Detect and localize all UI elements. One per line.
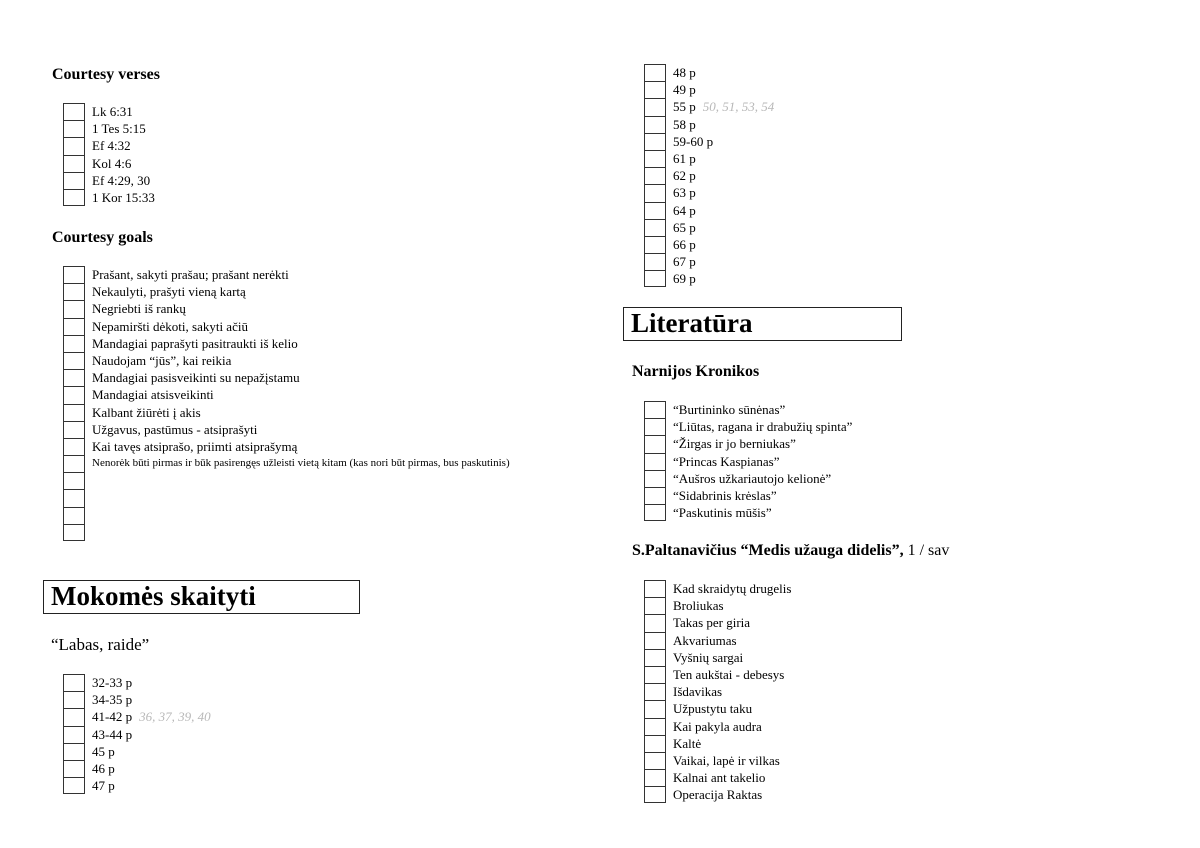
list-item [63, 266, 510, 283]
list-item [644, 184, 774, 201]
checkbox[interactable] [63, 674, 85, 691]
list-item [63, 691, 211, 708]
reading-pages-continued-list [644, 64, 774, 287]
checkbox[interactable] [644, 632, 666, 649]
checkbox[interactable] [644, 649, 666, 666]
item-label: Kad skraidytų drugelis [673, 581, 792, 597]
item-label: 34-35 p [92, 692, 133, 708]
checkbox[interactable] [644, 150, 666, 167]
item-label: 43-44 p [92, 726, 133, 742]
checkbox[interactable] [644, 614, 666, 631]
item-label: Nekaulyti, prašyti vieną kartą [92, 284, 246, 300]
list-item [644, 666, 791, 683]
item-label: 62 p [673, 168, 696, 184]
list-item [63, 300, 510, 317]
checkbox[interactable] [63, 352, 85, 369]
list-item [63, 137, 155, 154]
checkbox[interactable] [644, 219, 666, 236]
list-item [63, 472, 510, 489]
item-label: 59-60 p [673, 133, 714, 149]
checkbox[interactable] [644, 487, 666, 504]
item-label: 46 p [92, 761, 115, 777]
list-item [63, 283, 510, 300]
list-item [644, 580, 791, 597]
item-label: Nenorėk būti pirmas ir būk pasirengęs užleisti vietą kitam (kas nori būt pirmas, bus paskutinis) [92, 457, 510, 470]
list-item [644, 253, 774, 270]
courtesy-verses-heading: Courtesy verses [52, 66, 160, 83]
item-label: Kol 4:6 [92, 155, 132, 171]
list-item [63, 404, 510, 421]
checkbox[interactable] [63, 455, 85, 472]
paltanavicius-title: S.Paltanavičius “Medis užauga didelis”, [632, 542, 904, 559]
list-item [644, 597, 791, 614]
checkbox[interactable] [644, 236, 666, 253]
list-item [63, 421, 510, 438]
checkbox[interactable] [63, 335, 85, 352]
item-label: 47 p [92, 778, 115, 794]
list-item [644, 649, 791, 666]
checkbox[interactable] [644, 735, 666, 752]
checkbox[interactable] [644, 401, 666, 418]
list-item [644, 718, 791, 735]
list-item [63, 172, 155, 189]
item-label: 41-42 p [92, 709, 133, 725]
list-item [63, 189, 155, 206]
checkbox[interactable] [644, 64, 666, 81]
paltanavicius-heading [632, 541, 949, 561]
narnia-heading: Narnijos Kronikos [632, 363, 760, 380]
list-item [63, 318, 510, 335]
checkbox[interactable] [63, 266, 85, 283]
reading-pages-list [63, 674, 211, 794]
checkbox[interactable] [63, 369, 85, 386]
item-label: Mandagiai atsisveikinti [92, 387, 214, 403]
list-item [644, 167, 774, 184]
narnia-list [644, 401, 852, 521]
courtesy-verses-list [63, 103, 155, 206]
checkbox[interactable] [644, 597, 666, 614]
list-item [644, 401, 852, 418]
list-item [644, 752, 791, 769]
list-item [644, 614, 791, 631]
checkbox[interactable] [644, 580, 666, 597]
checkbox[interactable] [63, 120, 85, 137]
checkbox[interactable] [644, 253, 666, 270]
literature-section-box [623, 307, 902, 341]
list-item [63, 335, 510, 352]
checkbox[interactable] [644, 418, 666, 435]
checkbox[interactable] [644, 133, 666, 150]
item-label: 69 p [673, 271, 696, 287]
checkbox[interactable] [63, 726, 85, 743]
checkbox[interactable] [644, 700, 666, 717]
checkbox[interactable] [644, 184, 666, 201]
list-item [63, 489, 510, 506]
item-label: Akvariumas [673, 632, 737, 648]
item-note: 36, 37, 39, 40 [139, 708, 211, 724]
list-item [644, 270, 774, 287]
item-label: Mandagiai paprašyti pasitraukti iš kelio [92, 335, 298, 351]
item-label: 45 p [92, 743, 115, 759]
item-label: Užpustytu taku [673, 701, 753, 717]
list-item [644, 683, 791, 700]
list-item [63, 760, 211, 777]
checkbox[interactable] [63, 421, 85, 438]
item-label: “Princas Kaspianas” [673, 453, 780, 469]
checkbox[interactable] [644, 752, 666, 769]
checkbox[interactable] [63, 691, 85, 708]
checkbox[interactable] [63, 507, 85, 524]
item-label: Negriebti iš rankų [92, 301, 186, 317]
item-label: 67 p [673, 254, 696, 270]
checkbox[interactable] [644, 116, 666, 133]
list-item [644, 418, 852, 435]
item-label: Prašant, sakyti prašau; prašant nerėkti [92, 267, 289, 283]
checkbox[interactable] [63, 743, 85, 760]
item-label: Užgavus, pastūmus - atsiprašyti [92, 421, 258, 437]
list-item [644, 133, 774, 150]
item-label: Broliukas [673, 598, 724, 614]
item-label: Kai pakyla audra [673, 718, 762, 734]
item-label: Kalbant žiūrėti į akis [92, 404, 201, 420]
list-item [63, 777, 211, 794]
checkbox[interactable] [63, 318, 85, 335]
paltanavicius-list [644, 580, 791, 803]
item-label: 61 p [673, 151, 696, 167]
item-label: Išdavikas [673, 684, 723, 700]
reading-book-title: “Labas, raide” [51, 635, 150, 654]
checkbox[interactable] [644, 270, 666, 287]
item-label: Kai tavęs atsiprašo, priimti atsiprašymą [92, 438, 298, 454]
list-item [63, 103, 155, 120]
item-label: Operacija Raktas [673, 787, 763, 803]
checkbox[interactable] [63, 438, 85, 455]
item-label: Ef 4:29, 30 [92, 172, 151, 188]
checkbox[interactable] [63, 404, 85, 421]
checkbox[interactable] [63, 777, 85, 794]
list-item [644, 470, 852, 487]
list-item [644, 769, 791, 786]
item-label: 63 p [673, 185, 696, 201]
checkbox[interactable] [644, 470, 666, 487]
item-label: “Paskutinis mūšis” [673, 505, 772, 521]
item-label: 1 Kor 15:33 [92, 190, 155, 206]
item-label: “Liūtas, ragana ir drabužių spinta” [673, 419, 853, 435]
checkbox[interactable] [644, 167, 666, 184]
list-item [63, 155, 155, 172]
checkbox[interactable] [63, 524, 85, 541]
list-item [644, 236, 774, 253]
checkbox[interactable] [644, 683, 666, 700]
list-item [63, 524, 510, 541]
checkbox[interactable] [644, 666, 666, 683]
reading-section-box [43, 580, 360, 614]
item-label: “Aušros užkariautojo kelionė” [673, 470, 832, 486]
checkbox[interactable] [63, 103, 85, 120]
checkbox[interactable] [63, 472, 85, 489]
checkbox[interactable] [63, 137, 85, 154]
checkbox[interactable] [63, 300, 85, 317]
list-item [63, 369, 510, 386]
reading-section-title: Mokomės skaityti [51, 581, 256, 611]
list-item [644, 504, 852, 521]
item-label: Vyšnių sargai [673, 649, 744, 665]
list-item [63, 438, 510, 455]
list-item [644, 487, 852, 504]
checkbox[interactable] [63, 708, 85, 725]
checkbox[interactable] [644, 769, 666, 786]
checkbox[interactable] [644, 504, 666, 521]
list-item [644, 64, 774, 81]
checkbox[interactable] [63, 760, 85, 777]
checkbox[interactable] [63, 155, 85, 172]
checkbox[interactable] [63, 172, 85, 189]
list-item [63, 120, 155, 137]
item-label: “Burtininko sūnėnas” [673, 402, 786, 418]
literature-section-title: Literatūra [631, 308, 753, 338]
item-label: Kaltė [673, 735, 702, 751]
item-label: 48 p [673, 65, 696, 81]
checkbox[interactable] [63, 283, 85, 300]
list-item [644, 786, 791, 803]
item-label: Lk 6:31 [92, 104, 133, 120]
list-item [63, 507, 510, 524]
checkbox[interactable] [63, 189, 85, 206]
checkbox[interactable] [644, 81, 666, 98]
list-item [644, 150, 774, 167]
item-label: 65 p [673, 219, 696, 235]
courtesy-goals-heading: Courtesy goals [52, 229, 153, 246]
checkbox[interactable] [63, 386, 85, 403]
list-item [644, 632, 791, 649]
list-item [644, 700, 791, 717]
item-label: 66 p [673, 236, 696, 252]
checkbox[interactable] [63, 489, 85, 506]
list-item [63, 352, 510, 369]
list-item [63, 743, 211, 760]
courtesy-goals-list [63, 266, 510, 541]
item-label: 1 Tes 5:15 [92, 121, 146, 137]
item-label: Naudojam “jūs”, kai reikia [92, 353, 232, 369]
item-label: “Žirgas ir jo berniukas” [673, 436, 796, 452]
checkbox[interactable] [644, 202, 666, 219]
item-label: 55 p [673, 99, 696, 115]
checkbox[interactable] [644, 435, 666, 452]
item-label: Nepamiršti dėkoti, sakyti ačiū [92, 318, 248, 334]
list-item [644, 81, 774, 98]
checkbox[interactable] [644, 453, 666, 470]
list-item [644, 219, 774, 236]
list-item [63, 674, 211, 691]
list-item [63, 386, 510, 403]
list-item [644, 453, 852, 470]
list-item [644, 735, 791, 752]
item-label: Kalnai ant takelio [673, 770, 766, 786]
checkbox[interactable] [644, 718, 666, 735]
item-label: Ef 4:32 [92, 138, 131, 154]
item-label: Ten aukštai - debesys [673, 667, 785, 683]
item-label: “Sidabrinis krėslas” [673, 488, 777, 504]
list-item [63, 708, 211, 725]
list-item [644, 116, 774, 133]
list-item [63, 455, 510, 472]
item-note: 50, 51, 53, 54 [702, 98, 775, 114]
checkbox[interactable] [644, 786, 666, 803]
list-item [644, 202, 774, 219]
list-item [644, 98, 774, 115]
item-label: 64 p [673, 202, 696, 218]
list-item [644, 435, 852, 452]
item-label: 58 p [673, 116, 696, 132]
item-label: Takas per giria [673, 615, 751, 631]
item-label: Vaikai, lapė ir vilkas [673, 752, 780, 768]
item-label: 49 p [673, 82, 696, 98]
item-label: Mandagiai pasisveikinti su nepažįstamu [92, 370, 300, 386]
paltanavicius-frequency: 1 / sav [903, 542, 950, 559]
checkbox[interactable] [644, 98, 666, 115]
item-label: 32-33 p [92, 675, 133, 691]
list-item [63, 726, 211, 743]
